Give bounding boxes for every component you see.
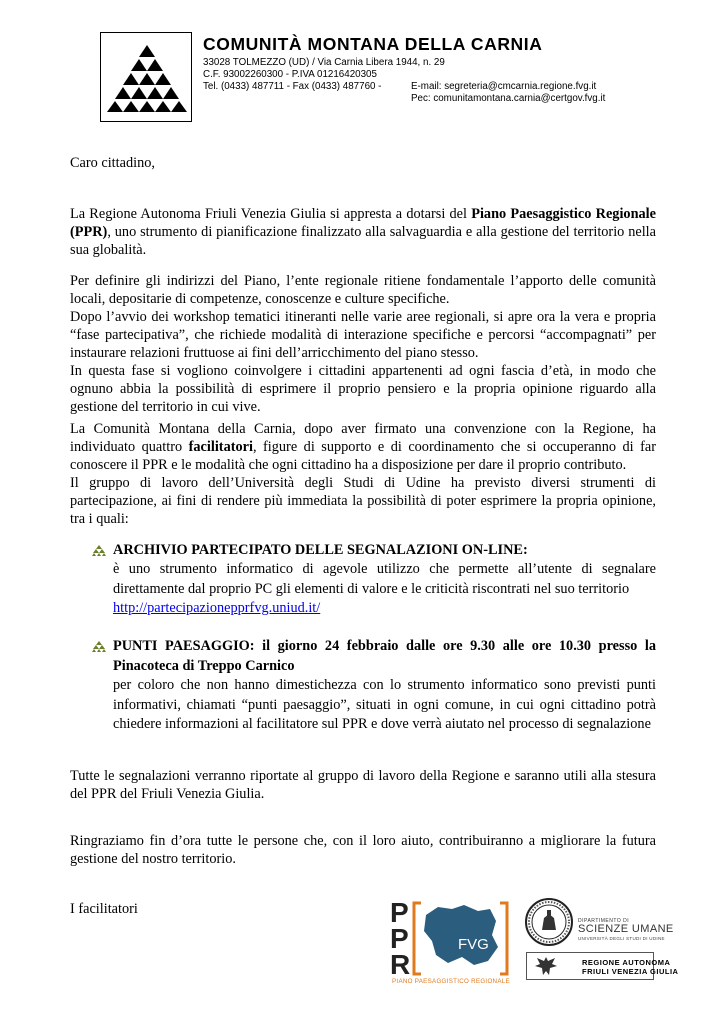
paragraph-facilitators: La Comunità Montana della Carnia, dopo aver firmato una convenzione con la Regione, ha individuato quattro facilitatori, figure di supporto e di coordinamento che si occuperanno di far conoscere il PPR e le modalità che ogni cittadino ha a disposizione per dare il proprio contributo. Il gruppo di lavoro dell’Università degli Studi di Udine ha previsto diversi strumenti di partecipazione, ai fini di rendere più immediata la possibilità di poter esprimere la propria opinione, tra i quali: [70,421,656,527]
item-archive-title: ARCHIVIO PARTECIPATO DELLE SEGNALAZIONI ON-LINE: [113,542,528,558]
paragraph-reports: Tutte le segnalazioni verranno riportate al gruppo di lavoro della Regione e saranno utili alla stesura del PPR del Friuli Venezia Giulia. [70,768,656,802]
organization-email: E-mail: segreteria@cmcarnia.regione.fvg.it [411,81,597,92]
organization-phone-fax: Tel. (0433) 487711 - Fax (0433) 487760 - [203,81,382,92]
fvg-region-map-icon [424,905,498,965]
paragraph-thanks: Ringraziamo fin d’ora tutte le persone che, con il loro aiuto, contribuiranno a migliorare la futura gestione del nostro territorio. [70,833,656,867]
ppr-letter-p2: P [390,923,409,954]
paragraph-intro: La Regione Autonoma Friuli Venezia Giulia si appresta a dotarsi del Piano Paesaggistico Regionale (PPR), uno strumento di pianificazione finalizzato alla salvaguardia e alla gestione del territorio nella sua globalità. [70,206,656,258]
item-archive-body: è uno strumento informatico di agevole utilizzo che permette all’utente di segnalare direttamente dal proprio PC gli elementi di valore e le criticità riscontrati nel suo territorio http://partecipazionepprfvg.uniud.it/ [113,561,656,616]
greeting: Caro cittadino, [70,155,155,171]
university-name: UNIVERSITÀ DEGLI STUDI DI UDINE [578,936,665,941]
organization-pec: Pec: comunitamontana.carnia@certgov.fvg.it [411,93,606,104]
organization-name: COMUNITÀ MONTANA DELLA CARNIA [203,34,543,54]
region-name-line2: FRIULI VENEZIA GIULIA [582,967,679,976]
item-landscape-points-body: per coloro che non hanno dimestichezza con lo strumento informatico sono previsti punti informativi, chiamati “punti paesaggio”, situati in ogni comune, in cui ogni cittadino potrà chiedere informazioni al facilitatore sul PPR e dove verrà aiutato nel processo di segnalazione [113,677,656,732]
organization-tax-ids: C.F. 93002260300 - P.IVA 01216420305 [203,69,377,80]
ppr-logo [388,895,516,985]
university-seal-icon [524,896,574,948]
ppr-letter-p1: P [390,897,409,928]
bullet-icon [92,641,106,653]
bullet-icon [92,545,106,557]
ppr-letter-r: R [390,949,411,980]
organization-address: 33028 TOLMEZZO (UD) / Via Carnia Libera 1944, n. 29 [203,57,445,68]
bracket-right-icon [500,903,507,974]
eagle-icon [533,954,559,978]
department-name: SCIENZE UMANE [578,923,674,935]
bracket-left-icon [414,903,421,974]
archive-link[interactable]: http://partecipazionepprfvg.uniud.it/ [113,600,321,616]
mountain-logo-icon [105,43,189,113]
department-label: DIPARTIMENTO DI [578,918,630,924]
paragraph-participation: Per definire gli indirizzi del Piano, l’ente regionale ritiene fondamentale l’apporto delle comunità locali, depositarie di competenze, conoscenze e culture specifiche. Dopo l’avvio dei workshop tematici itineranti nelle varie aree regionali, si apre ora la vera e propria “fase partecipativa”, che richiede modalità di interazione specifiche e percorsi “accompagnati” per instaurare relazioni fruttuose ai fini dell’arricchimento del piano stesso. In questa fase si vogliono coinvolgere i cittadini appartenenti ad ogni fascia d’età, in modo che ognuno abbia la possibilità di esprimere il proprio pensiero e la propria opinione riguardo alla gestione del territorio in cui vive. [70,273,656,415]
ppr-caption: PIANO PAESAGGISTICO REGIONALE [392,978,510,985]
item-landscape-points-title: PUNTI PAESAGGIO: il giorno 24 febbraio dalle ore 9.30 alle ore 10.30 presso la Pinacoteca di Treppo Carnico [113,638,656,674]
organization-logo [100,32,192,122]
map-label: FVG [458,936,489,953]
region-name-line1: REGIONE AUTONOMA [582,958,671,967]
signature: I facilitatori [70,901,138,917]
